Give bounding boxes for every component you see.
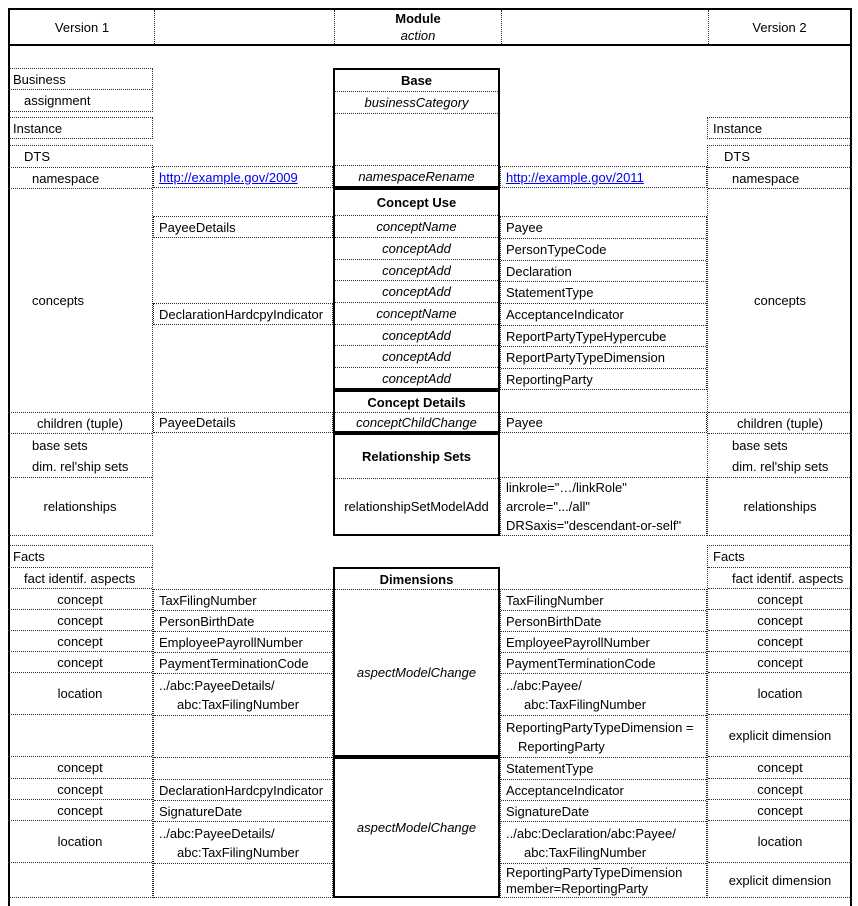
v2-dts-group [707,145,852,536]
row-label-namespace: namespace [8,168,152,189]
row-label-empty [8,863,152,897]
v2-relationship-linkrole: linkrole="…/linkRole" [506,480,627,495]
row-label-empty [8,715,152,757]
v2-relationship-attrs-cell [500,477,707,536]
v1-location-line2: abc:TaxFilingNumber [177,696,300,712]
v2-concept-use-values [500,216,707,390]
v1-location-cell [154,674,332,716]
action-conceptadd: conceptAdd [382,370,451,386]
v2-explicit-dim-line1: ReportingPartyTypeDimension [506,864,683,880]
v1-facts-values [153,589,333,898]
row-label-concept: concept [708,779,852,800]
row-label-facts: Facts [8,546,152,568]
row-label-concept: concept [8,779,152,800]
v1-empty-cell [154,758,332,780]
action-conceptchildchange: conceptChildChange [356,414,477,430]
row-label-concept: concept [8,610,152,631]
module-box-concept-use [333,188,500,390]
row-label-location: location [708,821,852,863]
v2-fact-concept: AcceptanceIndicator [501,780,706,801]
row-label-base-sets-cell [8,434,152,478]
action-conceptname: conceptName [335,303,498,325]
v2-explicit-dim-line2: member=ReportingParty [506,880,648,896]
row-label-concepts: concepts [8,189,152,413]
v1-location-cell [154,822,332,864]
v2-explicit-dim-line2: ReportingParty [518,738,605,754]
v2-fact-concept: PersonBirthDate [501,611,706,632]
row-label-fact-identif-aspects: fact identif. aspects [708,568,852,589]
row-label-children-tuple: children (tuple) [8,413,152,434]
v2-concept-renamed: AcceptanceIndicator [501,304,706,326]
v2-facts-values [500,589,707,898]
action-conceptname: conceptName [335,216,498,238]
row-label-base-sets-cell [708,434,852,478]
action-namespacerename: namespaceRename [358,168,475,184]
row-label-relationships: relationships [43,499,117,514]
row-label-base-sets: base sets [32,437,88,453]
v1-fact-concept: PaymentTerminationCode [154,653,332,674]
module-box-base [333,68,500,188]
row-label-concept: concept [8,631,152,652]
v2-location-line2: abc:TaxFilingNumber [524,696,647,712]
v2-fact-concept: StatementType [501,758,706,780]
row-label-concept: concept [8,757,152,779]
v2-concept-added: Declaration [501,261,706,282]
v2-instance-group [707,117,852,139]
row-label-instance: Instance [713,120,763,136]
v2-explicit-dimension-cell [501,716,706,758]
header-action-label: action [400,28,436,43]
module-concept-details-title: Concept Details [335,392,498,413]
row-label-instance: Instance [13,120,63,136]
v2-concept-added: StatementType [501,282,706,304]
row-label-facts: Facts [708,546,852,568]
v2-explicit-dim-line1: ReportingPartyTypeDimension = [506,719,694,735]
module-box-relationship-sets [333,433,500,536]
v2-explicit-dimension-cell [501,864,706,897]
v2-location-cell [501,822,706,864]
v1-facts-group [8,545,153,898]
v1-concept-payeedetails: PayeeDetails [153,216,333,238]
v1-instance-group [8,117,153,139]
row-label-concept: concept [708,610,852,631]
v2-namespace-cell [500,166,707,188]
row-label-concepts: concepts [708,189,852,413]
row-label-concept: concept [8,800,152,821]
row-label-concept: concept [8,652,152,673]
module-box-concept-details [333,390,500,433]
row-label-children-tuple: children (tuple) [708,413,852,434]
header-version2: Version 2 [752,19,807,35]
v2-concept-added: ReportingParty [506,371,593,387]
row-label-concept: concept [708,631,852,652]
module-box-aspect-model-change-2 [333,757,500,898]
row-label-explicit-dimension: explicit dimension [728,872,832,888]
v2-children-concept: Payee [500,412,707,433]
v2-location-line1: ../abc:Payee/ [506,677,582,693]
v1-location-line1: ../abc:PayeeDetails/ [159,677,275,693]
action-conceptadd: conceptAdd [335,325,498,346]
v2-location-line1: ../abc:Declaration/abc:Payee/ [506,825,676,841]
row-label-base-sets: base sets [732,437,788,453]
v2-concept-added: ReportPartyTypeHypercube [501,326,706,347]
v1-namespace-link[interactable]: http://example.gov/2009 [159,169,298,185]
module-dimensions-title: Dimensions [335,569,498,590]
row-label-dim-relship-sets: dim. rel'ship sets [732,458,829,474]
v1-empty-cell [154,864,332,897]
row-label-concept: concept [708,589,852,610]
row-label-namespace: namespace [708,168,852,189]
row-label-dim-relship-sets: dim. rel'ship sets [32,458,129,474]
v1-location-line2: abc:TaxFilingNumber [177,844,300,860]
row-label-dts: DTS [708,146,852,168]
v2-fact-concept: PaymentTerminationCode [501,653,706,674]
module-relationship-sets-title: Relationship Sets [335,435,498,479]
action-conceptadd: conceptAdd [335,346,498,368]
v1-location-line1: ../abc:PayeeDetails/ [159,825,275,841]
v2-namespace-link[interactable]: http://example.gov/2011 [506,169,644,185]
action-conceptadd: conceptAdd [335,238,498,260]
header-spacer-right [502,10,709,44]
v1-namespace-cell [153,166,333,188]
action-aspectmodelchange: aspectModelChange [356,820,477,835]
row-label-concept: concept [708,800,852,821]
row-label-fact-identif-aspects: fact identif. aspects [8,568,152,589]
row-label-relationships: relationships [743,499,817,514]
action-relationshipsetmodeladd: relationshipSetModelAdd [344,499,489,514]
row-label-concept: concept [708,757,852,779]
action-conceptadd: conceptAdd [335,281,498,303]
v2-location-cell [501,674,706,716]
row-label-business: Business [8,69,152,90]
v1-concept-declarationhardcpyindicator: DeclarationHardcpyIndicator [153,303,333,325]
header-row [8,8,852,46]
v2-location-line2: abc:TaxFilingNumber [524,844,647,860]
v1-business-group [8,68,153,112]
v1-fact-concept: SignatureDate [154,801,332,822]
row-label-location: location [708,673,852,715]
v2-facts-group [707,545,852,898]
v2-concept-renamed: Payee [501,217,706,239]
v1-fact-concept: PersonBirthDate [154,611,332,632]
row-label-dts: DTS [8,146,152,168]
header-module-title: Module [395,11,441,26]
v2-relationship-arcrole: arcrole=".../all" [506,499,591,514]
v1-dts-group [8,145,153,536]
v1-children-concept: PayeeDetails [153,412,333,433]
row-label-assignment: assignment [24,93,91,108]
module-base-spacer [335,114,498,166]
v2-fact-concept: SignatureDate [501,801,706,822]
v1-empty-cell [154,716,332,758]
module-base-title: Base [335,70,498,92]
module-concept-use-title: Concept Use [335,190,498,216]
action-conceptadd: conceptAdd [335,260,498,281]
header-module-cell [335,10,502,44]
row-label-explicit-dimension: explicit dimension [708,715,852,757]
v2-concept-added: PersonTypeCode [501,239,706,261]
v2-concept-added: ReportPartyTypeDimension [501,347,706,369]
v2-fact-concept: EmployeePayrollNumber [501,632,706,653]
action-aspectmodelchange: aspectModelChange [356,665,477,680]
action-businesscategory: businessCategory [335,92,498,114]
row-label-location: location [8,821,152,863]
v2-relationship-drsaxis: DRSaxis="descendant-or-self" [506,518,682,533]
v1-fact-concept: DeclarationHardcpyIndicator [154,780,332,801]
v1-fact-concept: EmployeePayrollNumber [154,632,332,653]
row-label-location: location [8,673,152,715]
module-box-dimensions [333,567,500,757]
row-label-concept: concept [708,652,852,673]
v2-fact-concept: TaxFilingNumber [501,590,706,611]
header-version1: Version 1 [10,10,155,44]
row-label-concept: concept [8,589,152,610]
header-spacer-left [155,10,335,44]
v1-fact-concept: TaxFilingNumber [154,590,332,611]
